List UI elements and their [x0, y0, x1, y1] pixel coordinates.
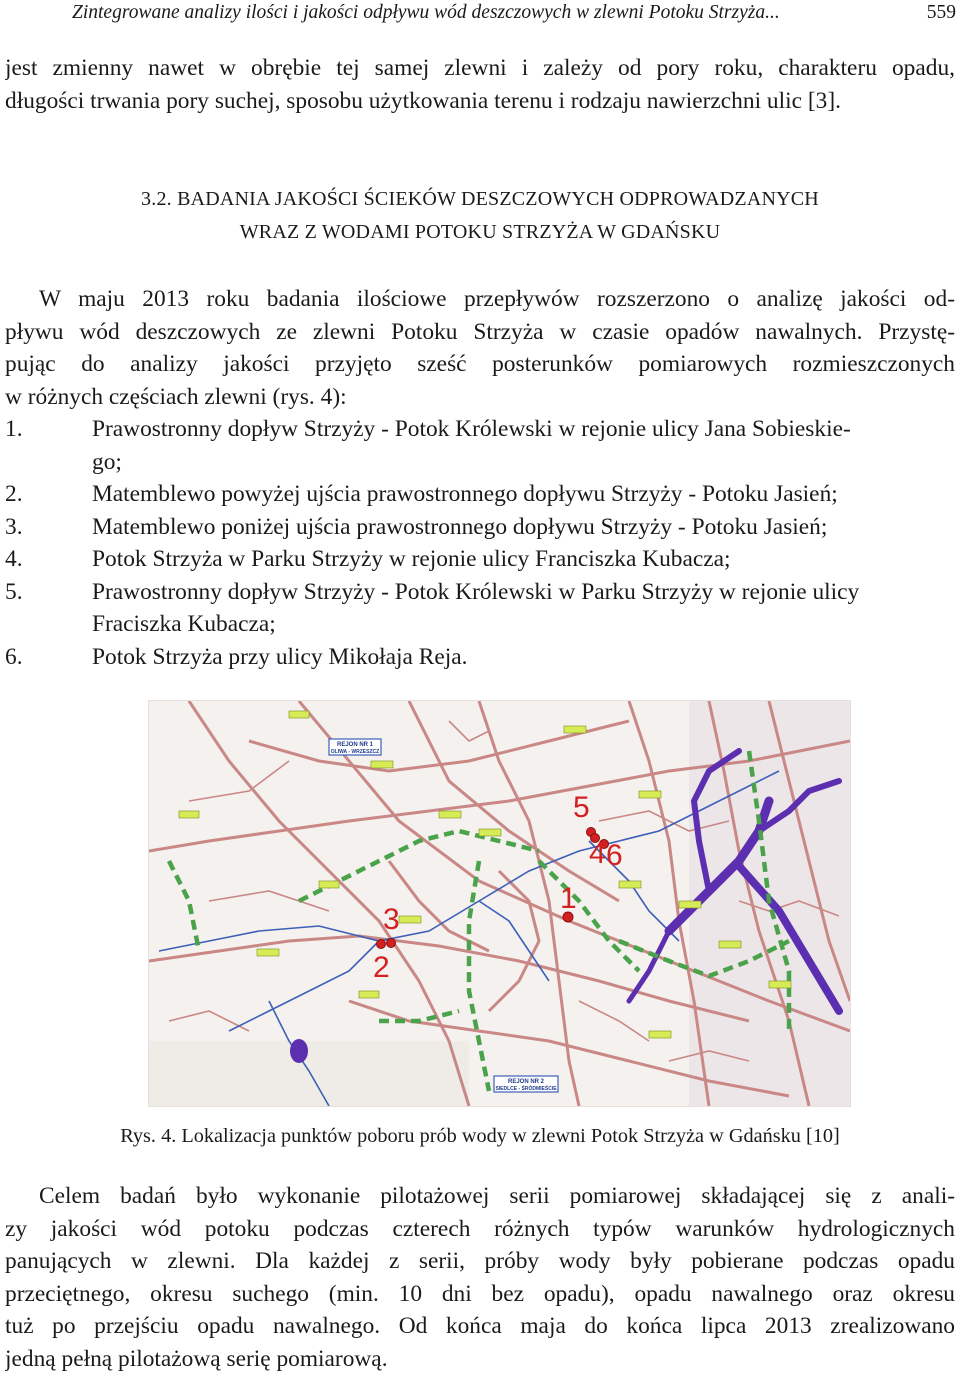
point-label-2: 2 — [373, 951, 390, 984]
region-2-label-line-2: SIEDLCE - ŚRÓDMIEŚCIE — [495, 1084, 557, 1092]
page-number: 559 — [927, 0, 956, 26]
text-line: tuż po przejściu opadu nawalnego. Od końca maja do końca lipca 2013 zrealizowano — [5, 1310, 955, 1343]
point-label-6: 6 — [606, 839, 623, 872]
paragraph-1 — [5, 283, 955, 413]
text-line: pując do analizy jakości przyjęto sześć posterunków pomiarowych rozmieszczonych — [5, 348, 955, 381]
region-1-label-line-1: REJON NR 1 — [337, 742, 374, 748]
list-number: 5. — [5, 576, 45, 609]
text-line: W maju 2013 roku badania ilościowe przepływów rozszerzono o analizę jakości od- — [5, 283, 955, 316]
section-heading-line-2: WRAZ Z WODAMI POTOKU STRZYŻA W GDAŃSKU — [0, 216, 960, 249]
list-text: Potok Strzyża przy ulicy Mikołaja Reja. — [92, 641, 960, 674]
paragraph-2 — [5, 1180, 955, 1375]
point-label-5: 5 — [573, 791, 590, 824]
list-text: Matemblewo powyżej ujścia prawostronnego dopływu Strzyży - Potoku Jasień; — [92, 478, 960, 511]
list-item — [5, 641, 960, 674]
text-line: jedną pełną pilotażową serię pomiarową. — [5, 1343, 955, 1375]
sampling-points-list — [5, 413, 960, 673]
list-text: Potok Strzyża w Parku Strzyży w rejonie ulicy Franciszka Kubacza; — [92, 543, 960, 576]
region-2-label-line-1: REJON NR 2 — [508, 1079, 545, 1085]
sampling-point-marker — [377, 940, 386, 949]
catchment-map-figure — [148, 700, 851, 1107]
list-number: 2. — [5, 478, 45, 511]
text-line: Celem badań było wykonanie pilotażowej serii pomiarowej składającej się z anali- — [5, 1180, 955, 1213]
text-line: przeciętnego, okresu suchego (min. 10 dni bez opadu), opadu nawalnego oraz okresu — [5, 1278, 955, 1311]
list-item — [5, 576, 960, 641]
list-item — [5, 543, 960, 576]
list-text: Fraciszka Kubacza; — [92, 608, 960, 641]
intro-paragraph — [5, 52, 955, 117]
point-label-1: 1 — [560, 882, 577, 915]
running-title: Zintegrowane analizy ilości i jakości odpływu wód deszczowych w zlewni Potoku Strzyża... — [72, 0, 780, 26]
region-2-label — [494, 1076, 558, 1092]
region-1-label-line-2: OLIWA - WRZESZCZ — [331, 749, 379, 755]
running-header — [72, 0, 956, 26]
region-1-label — [329, 739, 381, 755]
point-label-3: 3 — [383, 903, 400, 936]
list-number: 6. — [5, 641, 45, 674]
text-line: w różnych częściach zlewni (rys. 4): — [5, 381, 955, 414]
sampling-point-marker — [387, 939, 396, 948]
text-line: pływu wód deszczowych ze zlewni Potoku Strzyża w czasie opadów nawalnych. Przystę- — [5, 316, 955, 349]
text-line: zy jakości wód potoku podczas czterech różnych typów warunków hydrologicznych — [5, 1213, 955, 1246]
text-line: panujących w zlewni. Dla każdej z serii, próby wody były pobierane podczas opadu — [5, 1245, 955, 1278]
section-title-part-1: BADANIA JAKOŚCI ŚCIEKÓW DESZCZOWYCH ODPROWADZANYCH — [177, 188, 819, 210]
text-line: jest zmienny nawet w obrębie tej samej zlewni i zależy od pory roku, charakteru opadu, — [5, 52, 955, 85]
list-item — [5, 413, 960, 478]
urban-area — [149, 1041, 469, 1106]
point-label-4: 4 — [589, 837, 606, 870]
section-heading-line-1 — [0, 183, 960, 216]
catchment-map — [149, 701, 850, 1106]
list-item — [5, 478, 960, 511]
pond — [290, 1039, 308, 1063]
list-number: 1. — [5, 413, 45, 446]
list-item — [5, 511, 960, 544]
list-text: Matemblewo poniżej ujścia prawostronnego dopływu Strzyży - Potoku Jasień; — [92, 511, 960, 544]
list-text: go; — [92, 446, 960, 479]
text-line: długości trwania pory suchej, sposobu użytkowania terenu i rodzaju nawierzchni ulic [3]. — [5, 85, 955, 118]
list-text: Prawostronny dopływ Strzyży - Potok Królewski w rejonie ulicy Jana Sobieskie- — [92, 413, 960, 446]
list-number: 3. — [5, 511, 45, 544]
list-text: Prawostronny dopływ Strzyży - Potok Królewski w Parku Strzyży w rejonie ulicy — [92, 576, 960, 609]
list-number: 4. — [5, 543, 45, 576]
figure-caption: Rys. 4. Lokalizacja punktów poboru prób wody w zlewni Potok Strzyża w Gdańsku [10] — [0, 1122, 960, 1150]
section-number: 3.2. — [141, 188, 172, 210]
section-heading — [0, 183, 960, 249]
